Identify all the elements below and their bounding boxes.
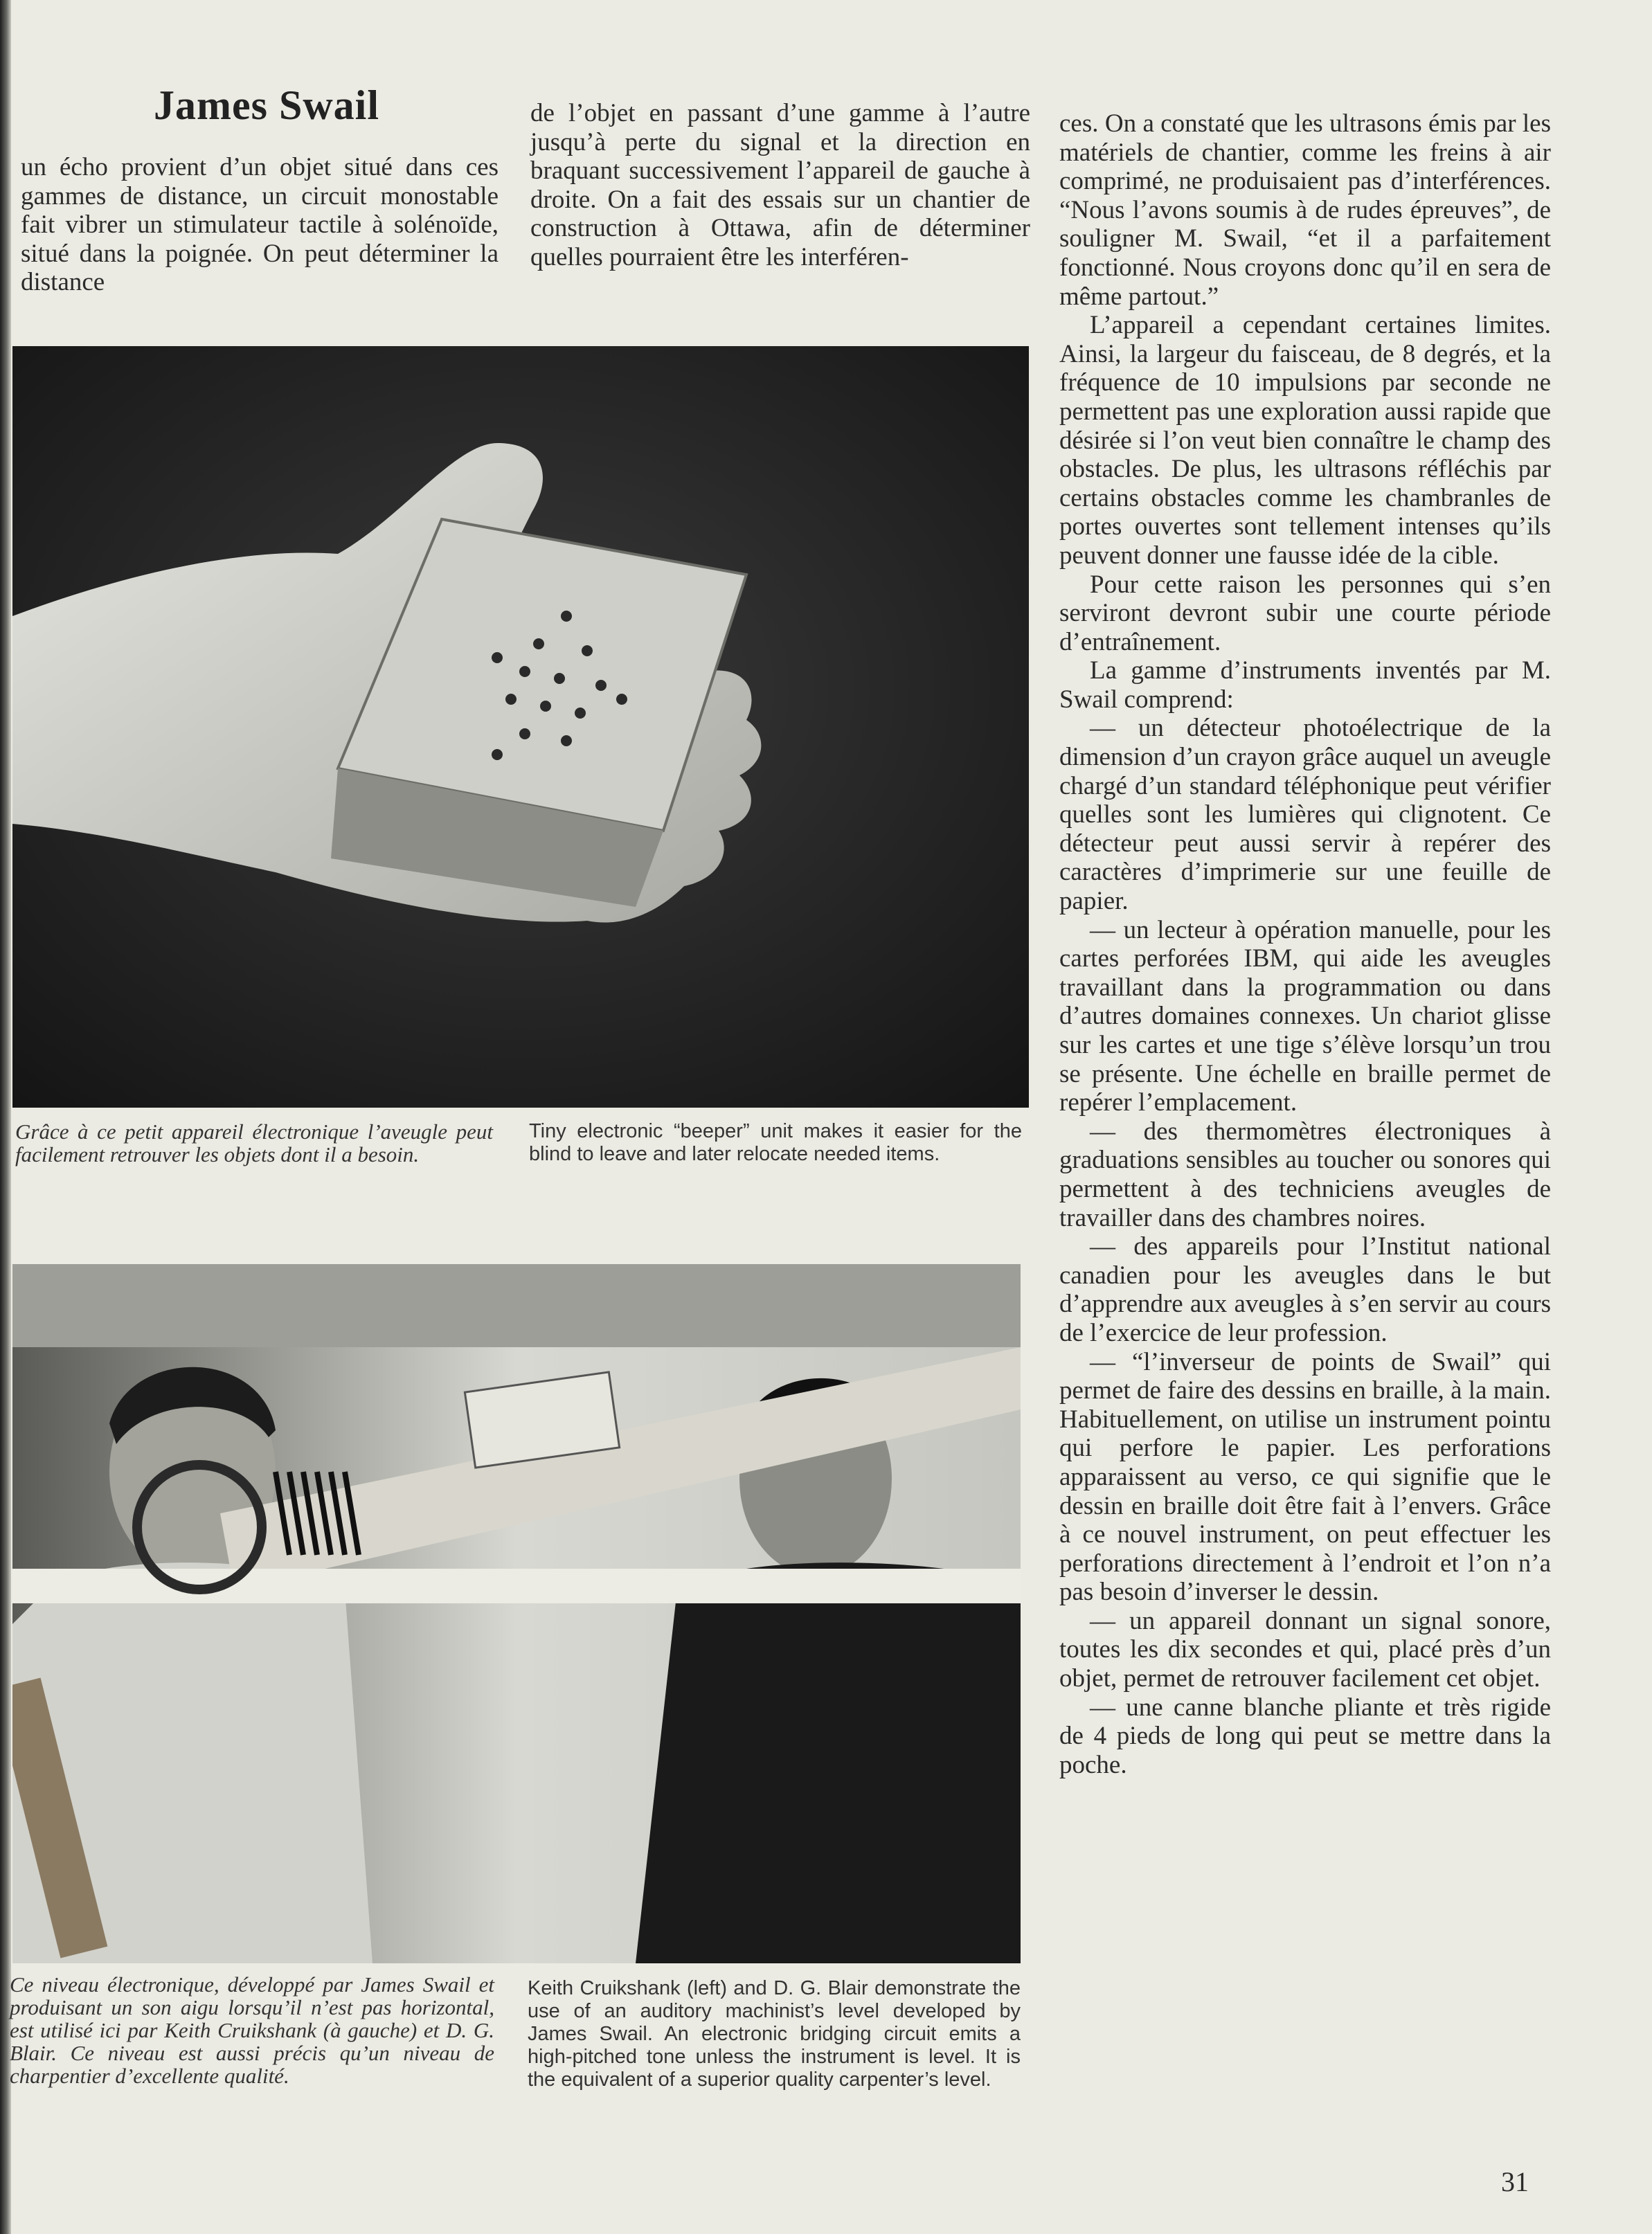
page-spine-edge (0, 0, 11, 2234)
photo-auditory-level-demo (12, 1264, 1021, 1963)
page-number: 31 (1501, 2166, 1529, 2197)
col3-paragraph: — un lecteur à opération manuelle, pour les cartes perforées IBM, qui aide les aveugles travaillant dans la programmation ou dans d’autres domaines connexes. Un chariot glisse sur les cartes et une tige s’élève lorsqu’un trou se présente. Une échelle en braille permet de repérer l’emplacement. (1059, 915, 1551, 1117)
col3-paragraph: La gamme d’instruments inventés par M. Swail comprend: (1059, 656, 1551, 714)
photo2-caption-en: Keith Cruikshank (left) and D. G. Blair demonstrate the use of an auditory machinist’s level developed by James Swail. An electronic bridging circuit emits a high-pitched tone unless the instrument is level. It is the equivalent of a superior quality carpenter’s level. (528, 1977, 1021, 2091)
col3-paragraph: — des appareils pour l’Institut national canadien pour les aveugles dans le but d’apprendre aux aveugles à s’en servir au cours de l’exercice de leur profession. (1059, 1232, 1551, 1347)
article-title: James Swail (154, 82, 379, 128)
photo1-caption-en: Tiny electronic “beeper” unit makes it easier for the blind to leave and later relocate needed items. (529, 1120, 1022, 1165)
column-3-text (1059, 109, 1551, 1779)
col3-paragraph: — un appareil donnant un signal sonore, toutes les dix secondes et qui, placé près d’un objet, permet de retrouver facilement cet objet. (1059, 1606, 1551, 1693)
photo-hand-holding-beeper (12, 346, 1029, 1108)
col3-paragraph: — des thermomètres électroniques à graduations sensibles au toucher ou sonores qui permettent à des techniciens aveugles de travailler dans des chambres noires. (1059, 1117, 1551, 1232)
column-2-text: de l’objet en passant d’une gamme à l’autre jusqu’à perte du signal et la direction en braquant successivement l’appareil de gauche à droite. On a fait des essais sur un chantier de construction à Ottawa, afin de déterminer quelles pourraient être les interféren- (530, 99, 1030, 271)
photo1-caption-fr: Grâce à ce petit appareil électronique l’aveugle peut facilement retrouver les objets dont il a besoin. (15, 1119, 493, 1166)
photo2-caption-fr: Ce niveau électronique, développé par James Swail et produisant un son aigu lorsqu’il n’est pas horizontal, est utilisé ici par Keith Cruikshank (à gauche) et D. G. Blair. Ce niveau est aussi précis qu’un niveau de charpentier d’excellente qualité. (10, 1972, 494, 2088)
col3-paragraph: — “l’inverseur de points de Swail” qui permet de faire des dessins en braille, à la main. Habituellement, on utilise un instrument pointu qui perfore le papier. Les perforations apparaissent au verso, ce qui signifie que le dessin en braille doit être fait à l’envers. Grâce à ce nouvel instrument, on peut effectuer les perforations directement à l’endroit et l’on n’a pas besoin d’inverser le dessin. (1059, 1347, 1551, 1607)
col3-paragraph: Pour cette raison les personnes qui s’en serviront devront subir une courte période d’entraînement. (1059, 570, 1551, 656)
col3-paragraph: L’appareil a cependant certaines limites. Ainsi, la largeur du faisceau, de 8 degrés, et la fréquence de 10 impulsions par seconde ne permettent pas une exploration aussi rapide que désirée si l’on veut bien connaître le champ des obstacles. De plus, les ultrasons réfléchis par certains obstacles comme les chambranles de portes ouvertes sont tellement intenses qu’ils peuvent donner une fausse idée de la cible. (1059, 311, 1551, 570)
col3-paragraph: — un détecteur photoélectrique de la dimension d’un crayon grâce auquel un aveugle chargé d’un standard téléphonique peut vérifier quelles sont les lumières qui clignotent. Ce détecteur peut aussi servir à repérer des caractères d’imprimerie sur une feuille de papier. (1059, 714, 1551, 916)
col3-paragraph: — une canne blanche pliante et très rigide de 4 pieds de long qui peut se mettre dans la poche. (1059, 1693, 1551, 1779)
col3-paragraph: ces. On a constaté que les ultrasons émis par les matériels de chantier, comme les freins à air comprimé, ne produisaient pas d’interférences. “Nous l’avons soumis à de rudes épreuves”, de souligner M. Swail, “et il a parfaitement fonctionné. Nous croyons donc qu’il en sera de même partout.” (1059, 109, 1551, 311)
column-1-text: un écho provient d’un objet situé dans ces gammes de distance, un circuit monostable fait vibrer un stimulateur tactile à solénoïde, situé dans la poignée. On peut déterminer la distance (21, 153, 499, 297)
